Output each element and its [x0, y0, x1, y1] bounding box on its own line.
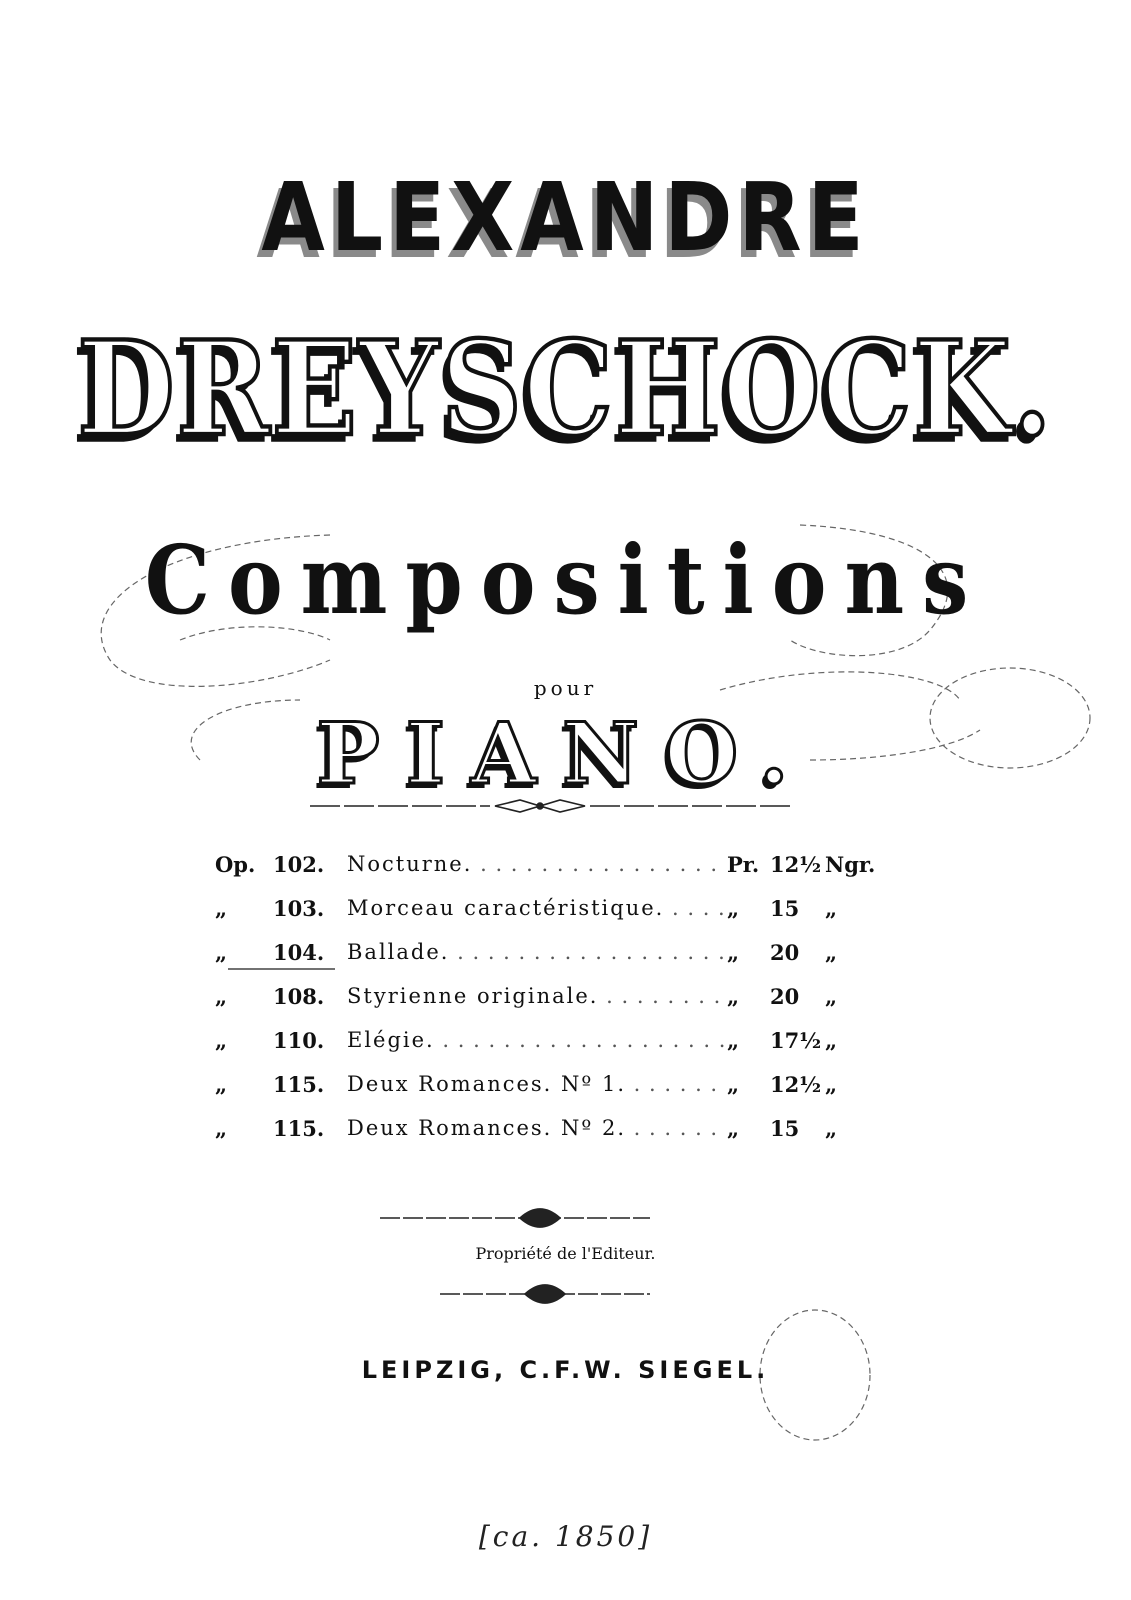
work-title: Deux Romances. Nº 2. . . .	[347, 1116, 727, 1140]
ornament-upper-center	[520, 1209, 560, 1227]
opus-number: 104.	[273, 940, 325, 965]
opus-label: „	[215, 1072, 228, 1097]
price-currency: „	[825, 896, 838, 921]
work-title: Ballade. . . .	[347, 940, 727, 964]
opus-label: „	[215, 1028, 228, 1053]
catalogue-row	[215, 896, 895, 940]
price-value: 20	[770, 984, 800, 1009]
opus-label: „	[215, 984, 228, 1009]
price-value: 17½	[770, 1028, 822, 1053]
price-value: 12½	[770, 1072, 822, 1097]
price-currency: „	[825, 1028, 838, 1053]
price-label: „	[727, 1028, 740, 1053]
opus-number: 108.	[273, 984, 325, 1009]
opus-number: 110.	[273, 1028, 325, 1053]
price-value: 15	[770, 1116, 800, 1141]
opus-label: „	[215, 896, 228, 921]
work-title: Styrienne originale. . . .	[347, 984, 727, 1008]
opus-number: 115.	[273, 1116, 325, 1141]
ornament-lower-center	[525, 1285, 565, 1303]
price-value: 20	[770, 940, 800, 965]
price-value: 15	[770, 896, 800, 921]
opus-number: 103.	[273, 896, 325, 921]
price-label: „	[727, 984, 740, 1009]
handwritten-date-note: [ca. 1850]	[478, 1520, 653, 1553]
price-label: „	[727, 940, 740, 965]
opus-number: 102.	[273, 852, 325, 877]
opus-number: 115.	[273, 1072, 325, 1097]
work-title: Elégie. . . .	[347, 1028, 727, 1052]
catalogue-row	[215, 984, 895, 1028]
price-label: „	[727, 896, 740, 921]
work-title: Deux Romances. Nº 1. . . .	[347, 1072, 727, 1096]
price-label: „	[727, 1072, 740, 1097]
catalogue-row	[215, 1072, 895, 1116]
composer-last-name: DREYSCHOCK.	[77, 312, 1054, 465]
catalogue-row	[215, 1116, 895, 1160]
publisher-imprint: LEIPZIG, C.F.W. SIEGEL.	[361, 1356, 770, 1384]
price-label: Pr.	[727, 852, 760, 877]
opus-label: Op.	[215, 852, 256, 877]
price-currency: „	[825, 1072, 838, 1097]
price-currency: „	[825, 940, 838, 965]
composer-first-name: ALEXANDRE	[261, 163, 870, 274]
catalogue-row	[215, 940, 895, 984]
catalogue-list	[215, 852, 895, 1160]
work-title: Morceau caractéristique. . . .	[347, 896, 727, 920]
price-currency: Ngr.	[825, 852, 876, 877]
catalogue-row	[215, 852, 895, 896]
opus-label: „	[215, 940, 228, 965]
instrument-title: PIANO.	[316, 704, 815, 803]
subtitle-compositions: Compositions	[144, 525, 987, 637]
price-value: 12½	[770, 852, 822, 877]
work-title: Nocturne. . . .	[347, 852, 727, 876]
subtitle-pour: pour	[533, 676, 598, 700]
rights-notice: Propriété de l'Editeur.	[475, 1244, 656, 1263]
catalogue-row	[215, 1028, 895, 1072]
price-label: „	[727, 1116, 740, 1141]
price-currency: „	[825, 984, 838, 1009]
opus-label: „	[215, 1116, 228, 1141]
price-currency: „	[825, 1116, 838, 1141]
